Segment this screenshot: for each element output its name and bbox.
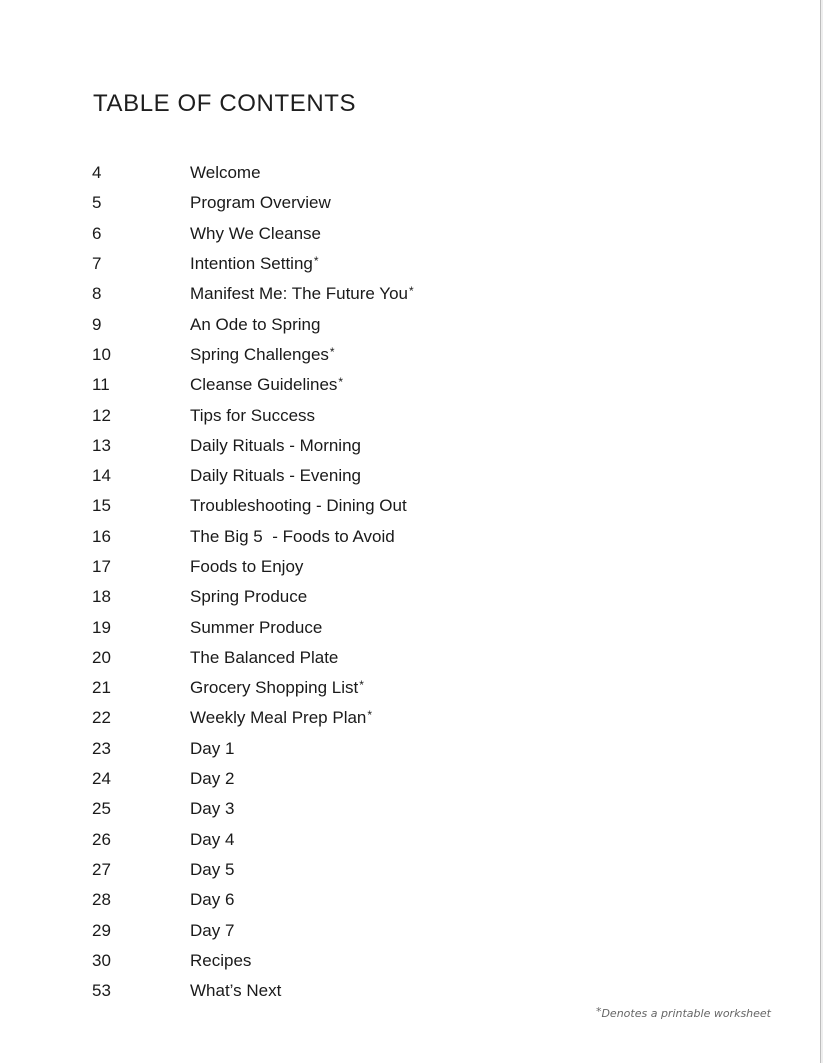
toc-entry-label: Why We Cleanse xyxy=(190,223,322,243)
toc-entry xyxy=(92,309,414,339)
toc-entry-label: Summer Produce xyxy=(190,617,323,637)
toc-page-number: 24 xyxy=(92,769,111,789)
toc-page-number: 15 xyxy=(92,496,111,516)
toc-page-number: 25 xyxy=(92,799,111,819)
toc-entry-label: What’s Next xyxy=(190,981,282,1001)
toc-entry xyxy=(92,855,414,885)
toc-entry-label: Recipes xyxy=(190,950,252,970)
toc-entry xyxy=(92,673,414,703)
toc-page-number: 21 xyxy=(92,678,111,698)
toc-page-number: 4 xyxy=(92,163,102,183)
toc-page-number: 5 xyxy=(92,193,102,213)
toc-entry xyxy=(92,612,414,642)
toc-entry xyxy=(92,976,414,1006)
toc-entry xyxy=(92,219,414,249)
toc-entry-label: Spring Challenges xyxy=(190,344,329,364)
toc-entry-label: Day 1 xyxy=(190,738,235,758)
toc-entry-label: Daily Rituals - Evening xyxy=(190,466,362,486)
toc-entry-label: Intention Setting xyxy=(190,254,313,274)
footnote xyxy=(596,1007,771,1020)
footnote-marker: * xyxy=(595,1005,602,1018)
toc-entry xyxy=(92,158,414,188)
toc-entry xyxy=(92,764,414,794)
worksheet-marker: * xyxy=(329,344,335,359)
toc-entry-label: Troubleshooting - Dining Out xyxy=(190,496,407,516)
toc-entry-label: Day 5 xyxy=(190,859,235,879)
toc-page-number: 18 xyxy=(92,587,111,607)
toc-entry-label: The Big 5 - Foods to Avoid xyxy=(190,526,395,546)
toc-page-number: 28 xyxy=(92,890,111,910)
toc-entry-label: Tips for Success xyxy=(190,405,316,425)
toc-page-number: 23 xyxy=(92,738,111,758)
toc-page-number: 9 xyxy=(92,314,102,334)
toc-entry xyxy=(92,279,414,309)
toc-entry-label: Program Overview xyxy=(190,193,331,213)
toc-entry xyxy=(92,643,414,673)
toc-entry-label: Spring Produce xyxy=(190,587,308,607)
toc-list xyxy=(92,158,414,1006)
toc-entry-label: Day 7 xyxy=(190,920,235,940)
toc-entry xyxy=(92,734,414,764)
toc-page-number: 14 xyxy=(92,466,111,486)
toc-entry-label: Grocery Shopping List xyxy=(190,678,359,698)
toc-entry xyxy=(92,794,414,824)
toc-entry xyxy=(92,370,414,400)
toc-entry-label: Cleanse Guidelines xyxy=(190,375,338,395)
toc-page-number: 16 xyxy=(92,526,111,546)
footnote-text: Denotes a printable worksheet xyxy=(601,1007,771,1020)
toc-entry-label: Day 2 xyxy=(190,769,235,789)
toc-entry-label: The Balanced Plate xyxy=(190,647,339,667)
toc-page-number: 19 xyxy=(92,617,111,637)
toc-entry xyxy=(92,946,414,976)
toc-entry xyxy=(92,491,414,521)
toc-entry-label: Welcome xyxy=(190,163,261,183)
toc-entry xyxy=(92,552,414,582)
toc-page-number: 8 xyxy=(92,284,102,304)
toc-page-number: 29 xyxy=(92,920,111,940)
toc-page-number: 27 xyxy=(92,859,111,879)
worksheet-marker: * xyxy=(313,254,319,269)
toc-entry xyxy=(92,915,414,945)
toc-entry xyxy=(92,340,414,370)
toc-entry xyxy=(92,431,414,461)
toc-entry xyxy=(92,461,414,491)
toc-page-number: 11 xyxy=(92,375,110,395)
toc-entry xyxy=(92,885,414,915)
toc-entry xyxy=(92,400,414,430)
toc-entry xyxy=(92,249,414,279)
toc-entry-label: Daily Rituals - Morning xyxy=(190,435,361,455)
toc-entry-label: Day 6 xyxy=(190,890,235,910)
toc-page-number: 53 xyxy=(92,981,111,1001)
page-title: TABLE OF CONTENTS xyxy=(93,90,357,117)
toc-page-number: 26 xyxy=(92,829,111,849)
toc-entry-label: Day 3 xyxy=(190,799,235,819)
toc-page-number: 12 xyxy=(92,405,111,425)
toc-entry-label: Foods to Enjoy xyxy=(190,557,304,576)
toc-page-number: 17 xyxy=(92,557,111,576)
worksheet-marker: * xyxy=(338,375,344,390)
worksheet-marker: * xyxy=(359,678,364,693)
toc-entry-label: Weekly Meal Prep Plan xyxy=(190,708,367,728)
toc-entry xyxy=(92,522,414,552)
toc-page-number: 22 xyxy=(92,708,111,728)
toc-page-number: 7 xyxy=(92,254,102,274)
toc-page-number: 13 xyxy=(92,435,111,455)
toc-entry xyxy=(92,703,414,733)
toc-entry xyxy=(92,582,414,612)
toc-entry-label: Day 4 xyxy=(190,829,235,849)
toc-entry-label: Manifest Me: The Future You xyxy=(190,284,408,304)
toc-entry xyxy=(92,825,414,855)
toc-entry xyxy=(92,188,414,218)
toc-page-number: 6 xyxy=(92,223,102,243)
toc-page-number: 30 xyxy=(92,950,111,970)
toc-page-number: 10 xyxy=(92,344,111,364)
worksheet-marker: * xyxy=(367,708,373,723)
worksheet-marker: * xyxy=(408,284,414,299)
toc-entry-label: An Ode to Spring xyxy=(190,314,321,334)
toc-page-number: 20 xyxy=(92,647,111,667)
